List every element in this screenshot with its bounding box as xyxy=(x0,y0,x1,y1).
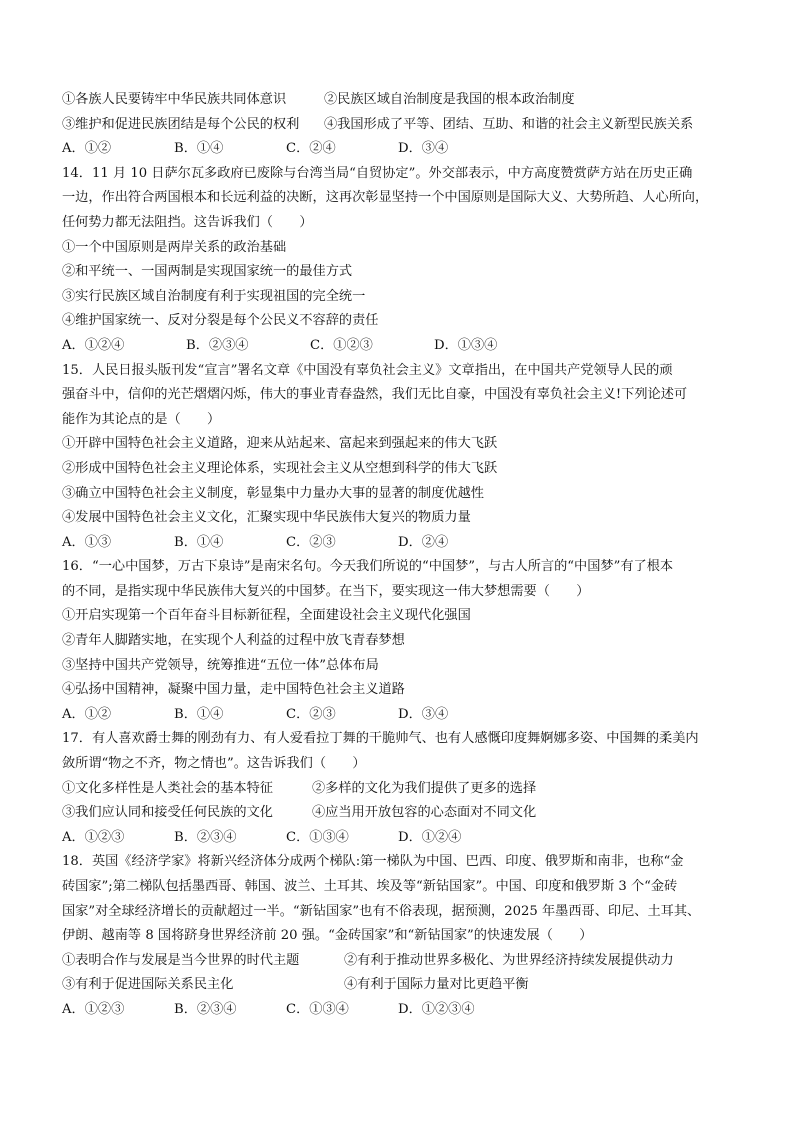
q18-item-1: ①表明合作与发展是当今世界的时代主题 xyxy=(62,952,300,968)
q15-option-d[interactable]: D．②④ xyxy=(398,534,449,550)
q16-option-b[interactable]: B．①④ xyxy=(174,706,224,722)
q13-options xyxy=(62,137,742,162)
q18-stem-line-4: 伊朗、越南等 8 国将跻身世界经济前 20 强。“金砖国家”和“新钻国家”的快速发展（ ） xyxy=(62,928,593,944)
q15-stem-line-3: 能作为其论点的是（ ） xyxy=(62,411,221,427)
q13-item-3: ③维护和促进民族团结是每个公民的权利 xyxy=(62,116,300,132)
q17-item-4: ④应当用开放包容的心态面对不同文化 xyxy=(312,805,537,821)
q16-option-c[interactable]: C．②③ xyxy=(286,706,336,722)
q18-stem-line-2: 砖国家”;第二梯队包括墨西哥、韩国、波兰、土耳其、埃及等“新钻国家”。中国、印度和俄罗斯 3 个“金砖 xyxy=(62,879,678,894)
q17-items-row-2 xyxy=(62,801,742,826)
q18-item-2: ②有利于推动世界多极化、为世界经济持续发展提供动力 xyxy=(344,952,674,968)
q16-options xyxy=(62,703,742,728)
q17-option-c[interactable]: C．①③④ xyxy=(286,829,349,845)
q18-option-a[interactable]: A．①②③ xyxy=(62,1001,125,1017)
q18-items-row-1 xyxy=(62,949,742,974)
q17-stem-line-1: 17．有人喜欢爵士舞的刚劲有力、有人爱看拉丁舞的干脆帅气、也有人感慨印度舞婀娜多姿、中国舞的柔美内 xyxy=(62,731,699,747)
q16-option-a[interactable]: A．①② xyxy=(62,706,112,722)
q18-item-3: ③有利于促进国际关系民主化 xyxy=(62,977,234,993)
q15-item-3: ③确立中国特色社会主义制度，彰显集中力量办大事的显著的制度优越性 xyxy=(62,485,484,501)
q18-options xyxy=(62,998,742,1023)
q17-option-a[interactable]: A．①②③ xyxy=(62,829,125,845)
q14-option-b[interactable]: B．②③④ xyxy=(186,337,249,353)
q13-item-4: ④我国形成了平等、团结、互助、和谐的社会主义新型民族关系 xyxy=(324,116,694,132)
q18-stem-line-3: 国家”对全球经济增长的贡献超过一半。“新钻国家”也有不俗表现，据预测，2025 年墨西哥、印尼、土耳其、 xyxy=(62,903,701,919)
q14-option-c[interactable]: C．①②③ xyxy=(310,337,373,353)
q14-item-4: ④维护国家统一、反对分裂是每个公民义不容辞的责任 xyxy=(62,313,379,329)
q15-item-2: ②形成中国特色社会主义理论体系，实现社会主义从空想到科学的伟大飞跃 xyxy=(62,460,498,476)
q15-item-1: ①开辟中国特色社会主义道路，迎来从站起来、富起来到强起来的伟大飞跃 xyxy=(62,436,498,452)
q15-option-a[interactable]: A．①③ xyxy=(62,534,112,550)
q17-stem-line-2: 敛所谓“物之不齐，物之情也”。这告诉我们（ ） xyxy=(62,756,366,772)
q15-option-c[interactable]: C．②③ xyxy=(286,534,336,550)
q14-stem-line-3: 任何势力都无法阻挡。这告诉我们（ ） xyxy=(62,214,313,230)
q17-items-row-1 xyxy=(62,777,742,802)
q14-option-d[interactable]: D．①③④ xyxy=(434,337,498,353)
q15-option-b[interactable]: B．①④ xyxy=(174,534,224,550)
q15-stem-line-2: 强奋斗中，信仰的光芒熠熠闪烁，伟大的事业青春盎然，我们无比自豪，中国没有辜负社会主义!下列论述可 xyxy=(62,387,688,403)
q18-items-row-2 xyxy=(62,973,742,998)
q16-stem-line-1: 16．“一心中国梦，万古下泉诗”是南宋名句。今天我们所说的“中国梦”，与古人所言的“中国梦”有了根本 xyxy=(62,559,674,575)
q18-option-b[interactable]: B．②③④ xyxy=(174,1001,237,1017)
q16-option-d[interactable]: D．③④ xyxy=(398,706,449,722)
q14-options xyxy=(62,334,742,359)
q14-stem-line-2: 一边，作出符合两国根本和长远利益的决断，这再次彰显坚持一个中国原则是国际大义、大势所趋、人心所向， xyxy=(62,190,709,206)
q18-stem-line-1: 18．英国《经济学家》将新兴经济体分成两个梯队:第一梯队为中国、巴西、印度、俄罗斯和南非，也称“金 xyxy=(62,854,684,870)
q18-item-4: ④有利于国际力量对比更趋平衡 xyxy=(344,977,529,993)
q16-item-3: ③坚持中国共产党领导，统筹推进“五位一体”总体布局 xyxy=(62,657,379,673)
q13-item-2: ②民族区域自治制度是我国的根本政治制度 xyxy=(324,92,575,107)
q15-stem-line-1: 15．人民日报头版刊发“宣言”署名文章《中国没有辜负社会主义》文章指出，在中国共产党领导人民的顽 xyxy=(62,362,673,378)
exam-page xyxy=(62,88,742,1023)
q17-item-2: ②多样的文化为我们提供了更多的选择 xyxy=(312,780,537,796)
q13-items-row-2 xyxy=(62,113,742,138)
q14-option-a[interactable]: A．①②④ xyxy=(62,337,125,353)
q17-item-1: ①文化多样性是人类社会的基本特征 xyxy=(62,780,273,796)
q17-option-b[interactable]: B．②③④ xyxy=(174,829,237,845)
q17-option-d[interactable]: D．①②④ xyxy=(398,829,462,845)
q18-option-c[interactable]: C．①③④ xyxy=(286,1001,349,1017)
q13-items-row-1 xyxy=(62,88,742,113)
q14-stem-line-1: 14．11 月 10 日萨尔瓦多政府已废除与台湾当局“自贸协定”。外交部表示，中方高度赞赏萨方站在历史正确 xyxy=(62,165,693,181)
q16-item-4: ④弘扬中国精神，凝聚中国力量，走中国特色社会主义道路 xyxy=(62,682,405,698)
q15-options xyxy=(62,531,742,556)
q14-item-2: ②和平统一、一国两制是实现国家统一的最佳方式 xyxy=(62,264,353,280)
q13-option-b[interactable]: B．①④ xyxy=(174,141,224,157)
q18-option-d[interactable]: D．①②③④ xyxy=(398,1001,475,1017)
q16-item-1: ①开启实现第一个百年奋斗目标新征程，全面建设社会主义现代化强国 xyxy=(62,608,471,624)
q14-item-3: ③实行民族区域自治制度有利于实现祖国的完全统一 xyxy=(62,288,366,304)
q16-stem-line-2: 的不同，是指实现中华民族伟大复兴的中国梦。在当下，要实现这一伟大梦想需要（ ） xyxy=(62,583,590,599)
q13-option-d[interactable]: D．③④ xyxy=(398,141,449,157)
q13-option-a[interactable]: A．①② xyxy=(62,141,112,157)
q17-options xyxy=(62,826,742,851)
q16-item-2: ②青年人脚踏实地，在实现个人利益的过程中放飞青春梦想 xyxy=(62,633,405,649)
q17-item-3: ③我们应认同和接受任何民族的文化 xyxy=(62,805,273,821)
q15-item-4: ④发展中国特色社会主义文化，汇聚实现中华民族伟大复兴的物质力量 xyxy=(62,510,471,526)
q13-item-1: ①各族人民要铸牢中华民族共同体意识 xyxy=(62,92,287,107)
q13-option-c[interactable]: C．②④ xyxy=(286,141,336,157)
q14-item-1: ①一个中国原则是两岸关系的政治基础 xyxy=(62,239,287,255)
